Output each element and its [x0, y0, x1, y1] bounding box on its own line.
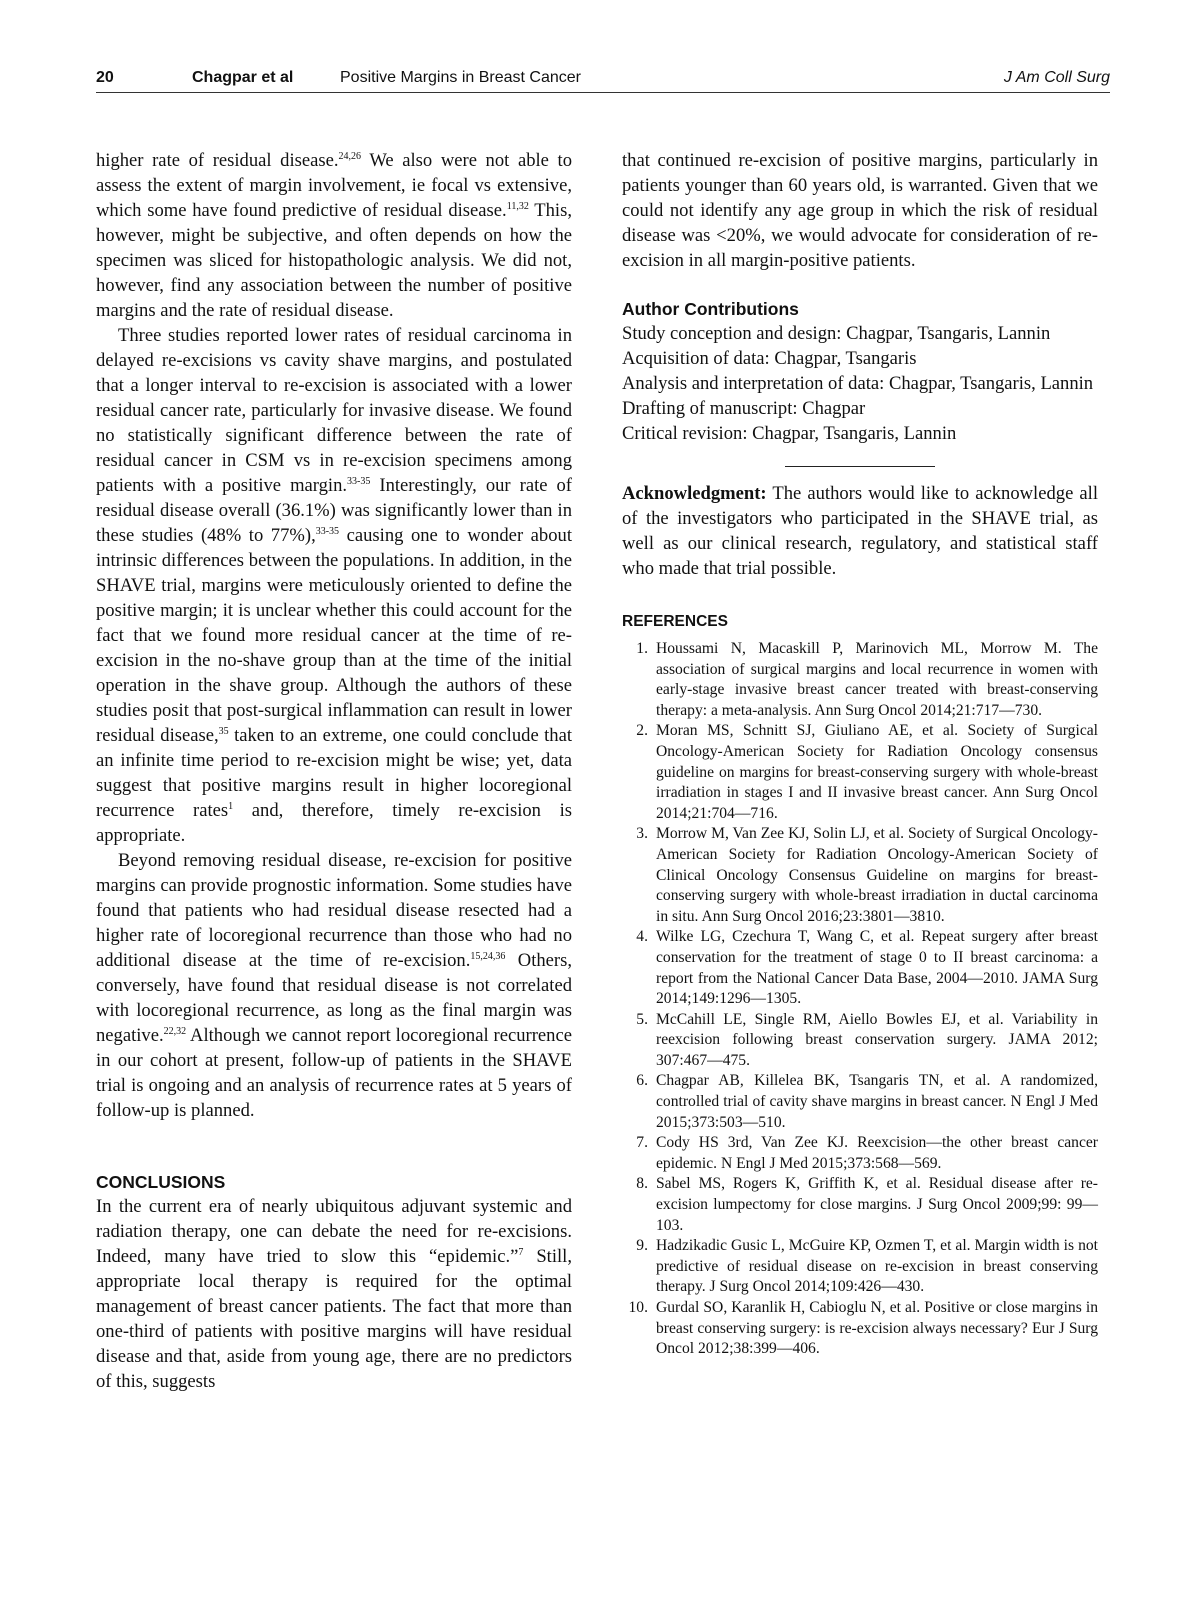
- header-running-title: Positive Margins in Breast Cancer: [340, 69, 581, 86]
- reference-text: Hadzikadic Gusic L, McGuire KP, Ozmen T, et al. Margin width is not predictive of residual disease on re-excision in breast conserving therapy. J Surg Oncol 2014;109:426—430.: [656, 1237, 1098, 1296]
- section-divider: [785, 466, 935, 467]
- reference-number: 1.: [636, 640, 648, 657]
- running-header: [96, 66, 1110, 93]
- reference-item: [622, 1010, 1098, 1072]
- reference-number: 3.: [636, 825, 648, 843]
- reference-number: 7.: [636, 1134, 648, 1152]
- reference-number: 9.: [636, 1237, 648, 1255]
- header-journal: J Am Coll Surg: [1003, 69, 1110, 86]
- reference-item: [622, 1071, 1098, 1133]
- contribution-item: Acquisition of data: Chagpar, Tsangaris: [622, 348, 917, 369]
- contribution-item: Critical revision: Chagpar, Tsangaris, Lannin: [622, 423, 957, 444]
- reference-text: Houssami N, Macaskill P, Marinovich ML, Morrow M. The association of surgical margins and local recurrence in women with early-stage invasive breast cancer treated with breast-conserving therapy: a meta-analysis. Ann Surg Oncol 2014;21:717—730.: [656, 640, 1098, 719]
- reference-text: Morrow M, Van Zee KJ, Solin LJ, et al. Society of Surgical Oncology-American Society for Radiation Oncology-American Society of Clinical Oncology Consensus Guideline on margins for breast-conserving surgery with whole-breast irradiation in ductal carcinoma in situ. Ann Surg Oncol 2016;23:3801—3810.: [656, 825, 1098, 925]
- contribution-item: Drafting of manuscript: Chagpar: [622, 398, 866, 419]
- right-column: [622, 148, 1098, 1360]
- reference-item: [622, 1298, 1098, 1360]
- reference-text: Cody HS 3rd, Van Zee KJ. Reexcision—the other breast cancer epidemic. N Engl J Med 2015;373:568—569.: [656, 1134, 1098, 1172]
- author-contributions-list: [622, 321, 1098, 446]
- reference-item: [622, 1174, 1098, 1236]
- reference-number: 8.: [636, 1175, 648, 1193]
- conclusions-heading: CONCLUSIONS: [96, 1172, 226, 1192]
- reference-number: 10.: [628, 1299, 648, 1316]
- conclusions-continued: that continued re-excision of positive margins, particularly in patients younger than 60 years old, is warranted. Given that we could not identify any age group in which the risk of residual disease was <20%, we would advocate for consideration of re-excision in all margin-positive patients.: [622, 150, 1098, 271]
- reference-item: [622, 824, 1098, 927]
- references-heading: REFERENCES: [622, 613, 728, 630]
- discussion-paragraph-2: Three studies reported lower rates of residual carcinoma in delayed re-excisions vs cavity shave margins, and postulated that a longer interval to re-excision is associated with a lower residual cancer rate, particularly for invasive disease. We found no statistically significant difference between the rate of residual cancer in CSM vs in re-excision specimens among patients with a positive margin.$^{33-35}$ Interestingly, our rate of residual disease overall (36.1%) was significantly lower than in these studies (48% to 77%),$^{33-35}$ causing one to wonder about intrinsic differences between the populations. In addition, in the SHAVE trial, margins were meticulously oriented to define the positive margin; it is unclear whether this could account for the fact that we found more residual cancer at the time of re-excision in the no-shave group than at the time of the initial operation in the shave group. Although the authors of these studies posit that post-surgical inflammation can result in lower residual disease,$^{35}$ taken to an extreme, one could conclude that an infinite time period to re-excision might be wise; yet, data suggest that positive margins result in higher locoregional recurrence rates$^1$ and, therefore, timely re-excision is appropriate.: [96, 325, 573, 846]
- reference-item: [622, 1236, 1098, 1298]
- reference-item: [622, 927, 1098, 1009]
- reference-number: 6.: [636, 1072, 648, 1090]
- references-list: [622, 639, 1098, 1360]
- discussion-paragraph-3: Beyond removing residual disease, re-excision for positive margins can provide prognostic information. Some studies have found that patients who had residual disease resected had a higher rate of locoregional recurrence than those who had no additional disease at the time of re-excision.$^{15,24,36}$ Others, conversely, have found that residual disease is not correlated with locoregional recurrence, as long as the final margin was negative.$^{22,32}$ Although we cannot report locoregional recurrence in our cohort at present, follow-up of patients in the SHAVE trial is ongoing and an analysis of recurrence rates at 5 years of follow-up is planned.: [96, 850, 572, 1121]
- reference-number: 4.: [636, 928, 648, 946]
- reference-text: McCahill LE, Single RM, Aiello Bowles EJ, et al. Variability in reexcision following breast conservation surgery. JAMA 2012; 307:467—475.: [656, 1010, 1098, 1069]
- reference-item: [622, 721, 1098, 824]
- reference-number: 2.: [636, 722, 648, 740]
- left-column: [96, 148, 572, 1394]
- reference-text: Sabel MS, Rogers K, Griffith K, et al. Residual disease after re-excision lumpectomy for close margins. J Surg Oncol 2009;99: 99—103.: [656, 1175, 1098, 1234]
- reference-text: Moran MS, Schnitt SJ, Giuliano AE, et al. Society of Surgical Oncology-American Society for Radiation Oncology consensus guideline on margins for breast-conserving surgery with whole-breast irradiation in stages I and II invasive breast cancer. Ann Surg Oncol 2014;21:704—716.: [656, 722, 1098, 822]
- header-authors: Chagpar et al: [192, 69, 294, 86]
- contribution-item: Analysis and interpretation of data: Chagpar, Tsangaris, Lannin: [622, 373, 1094, 394]
- reference-text: Wilke LG, Czechura T, Wang C, et al. Repeat surgery after breast conservation for the treatment of stage 0 to II breast carcinoma: a report from the National Cancer Data Base, 2004—2010. JAMA Surg 2014;149:1296—1305.: [656, 928, 1098, 1008]
- acknowledgment: Acknowledgment: The authors would like to acknowledge all of the investigators who participated in the SHAVE trial, as well as our clinical research, regulatory, and statistical staff who made that trial possible.: [622, 483, 1098, 579]
- reference-item: [622, 639, 1098, 721]
- conclusions-paragraph: In the current era of nearly ubiquitous adjuvant systemic and radiation therapy, one can debate the need for re-excisions. Indeed, many have tried to slow this “epidemic.”$^7$ Still, appropriate local therapy is required for the optimal management of breast cancer patients. The fact that more than one-third of patients with positive margins will have residual disease and that, aside from young age, there are no predictors of this, suggests: [96, 1196, 572, 1392]
- contribution-item: Study conception and design: Chagpar, Tsangaris, Lannin: [622, 323, 1051, 344]
- reference-text: Gurdal SO, Karanlik H, Cabioglu N, et al. Positive or close margins in breast conserving surgery: is re-excision always necessary? Eur J Surg Oncol 2012;38:399—406.: [656, 1299, 1098, 1358]
- reference-item: [622, 1133, 1098, 1174]
- reference-number: 5.: [636, 1010, 648, 1028]
- reference-text: Chagpar AB, Killelea BK, Tsangaris TN, et al. A randomized, controlled trial of cavity shave margins in breast cancer. N Engl J Med 2015;373:503—510.: [656, 1072, 1098, 1131]
- page-number: 20: [96, 69, 114, 86]
- author-contributions-heading: Author Contributions: [622, 299, 799, 319]
- discussion-paragraph-1: higher rate of residual disease.$^{24,26}$ We also were not able to assess the extent of margin involvement, ie focal vs extensive, which some have found predictive of residual disease.$^{11,32}$ This, however, might be subjective, and often depends on how the specimen was sliced for histopathologic analysis. We did not, however, find any association between the number of positive margins and the rate of residual disease.: [96, 150, 572, 321]
